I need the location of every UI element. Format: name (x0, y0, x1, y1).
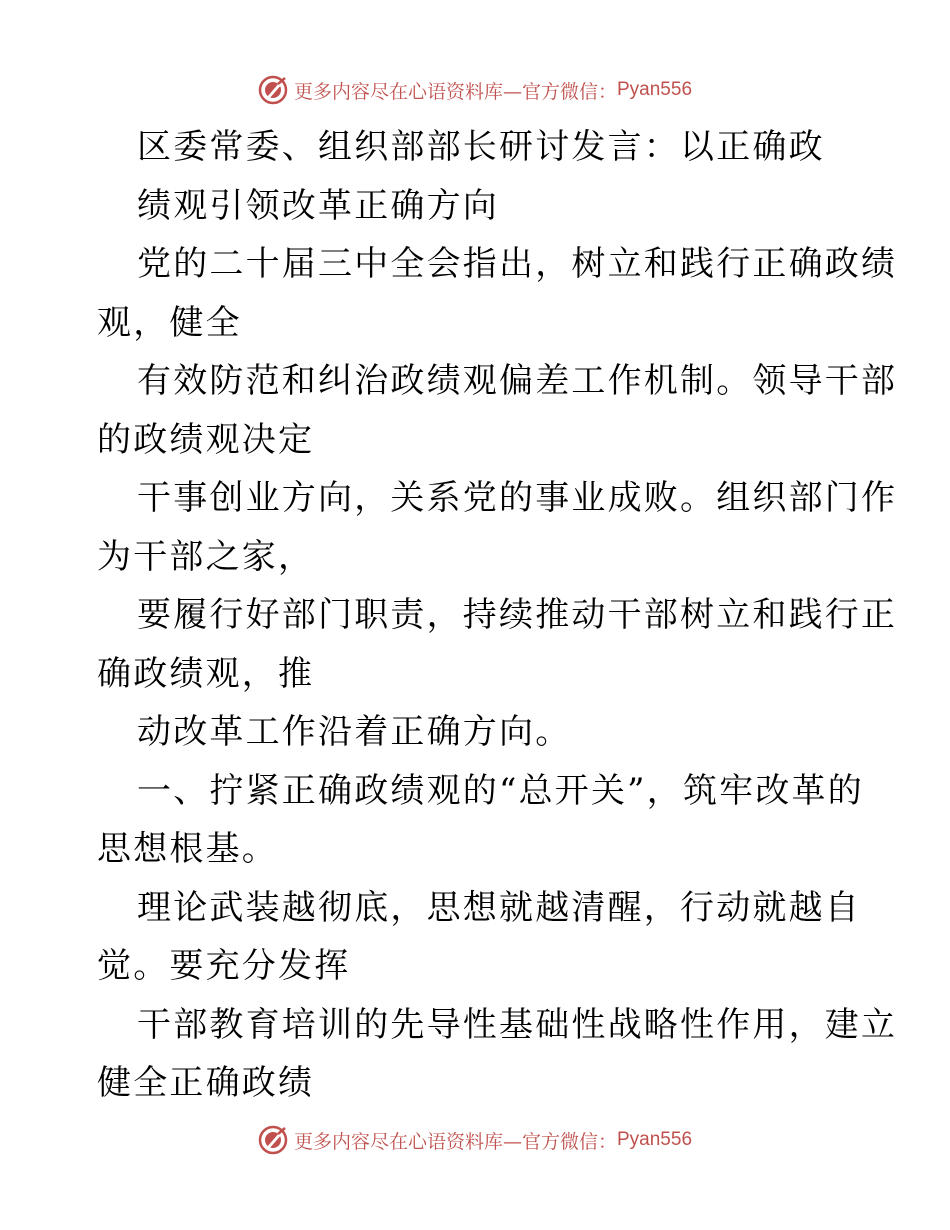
text-line: 观，健全 (97, 302, 242, 343)
text-line: 的政绩观决定 (97, 419, 315, 460)
text-line: 区委常委、组织部部长研讨发言：以正确政 (137, 127, 825, 167)
text-line: 为干部之家， (97, 536, 315, 577)
watermark-text: 更多内容尽在心语资料库—官方微信： (293, 1130, 617, 1153)
text-line: 绩观引领改革正确方向 (137, 185, 499, 226)
text-line: 觉。要充分发挥 (97, 946, 351, 986)
watermark-text: 更多内容尽在心语资料库—官方微信： (293, 80, 617, 103)
text-line: 有效防范和纠治政绩观偏差工作机制。领导干部 (137, 361, 898, 401)
text-line: 健全正确政绩 (97, 1063, 315, 1103)
text-line: 干部教育培训的先导性基础性战略性作用，建立 (137, 1004, 898, 1045)
text-line: 干事创业方向，关系党的事业成败。组织部门作 (137, 478, 898, 518)
text-line: 要履行好部门职责，持续推动干部树立和践行正 (137, 595, 898, 635)
watermark-wechat-id: Pyan556 (617, 79, 693, 100)
pen-logo-icon (258, 75, 288, 105)
text-line: 理论武装越彻底，思想就越清醒，行动就越自 (137, 887, 861, 928)
text-line: 动改革工作沿着正确方向。 (137, 712, 572, 752)
text-line: 党的二十届三中全会指出，树立和践行正确政绩 (137, 244, 898, 284)
watermark-wechat-id: Pyan556 (617, 1129, 693, 1150)
footer-watermark (0, 1120, 950, 1160)
header-watermark (0, 70, 950, 110)
section-heading: 一、拧紧正确政绩观的“总开关”，筑牢改革的 (137, 770, 864, 811)
document-body (97, 118, 898, 1113)
pen-logo-icon (258, 1125, 288, 1155)
text-line: 思想根基。 (97, 829, 278, 869)
text-line: 确政绩观，推 (97, 653, 315, 694)
